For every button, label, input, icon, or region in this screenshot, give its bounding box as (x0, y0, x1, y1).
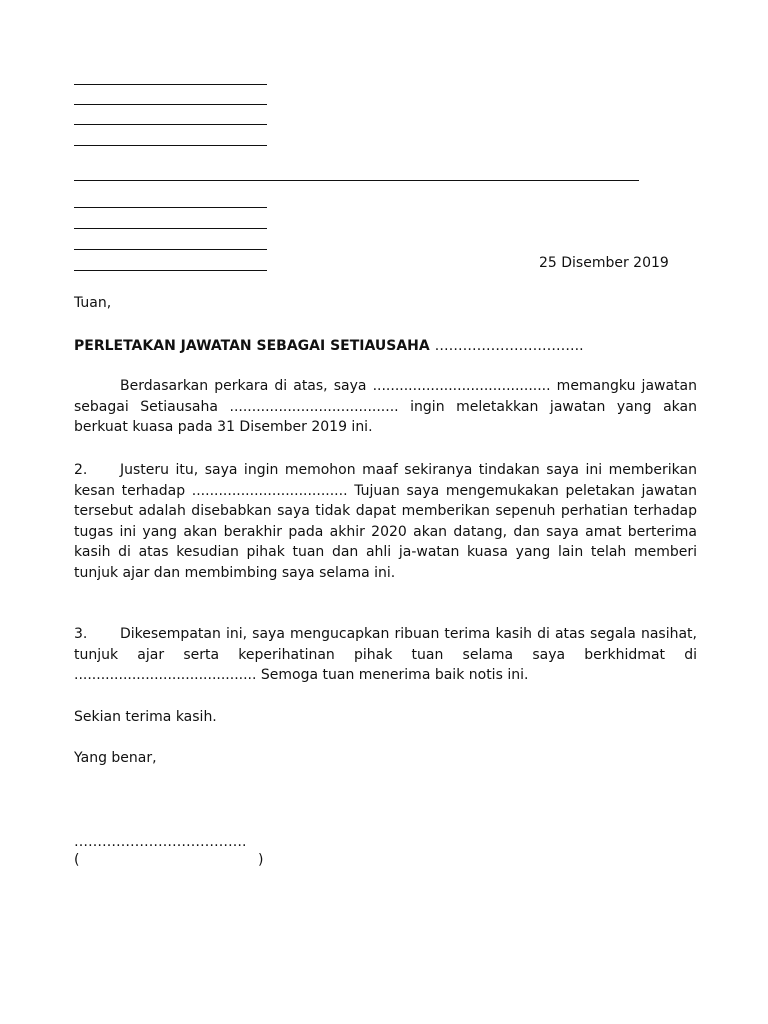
paragraph-2-text: Justeru itu, saya ingin memohon maaf sekiranya tindakan saya ini memberikan kesan terhadap ................................... Tujuan saya mengemukakan peletakan jawatan tersebut adalah disebabkan saya tidak dapat memberikan sepenuh perhatian terhadap tugas ini yang akan berakhir pada akhir 2020 akan datang, dan saya amat berterima kasih di atas kesudian pihak tuan dan ahli ja-watan kuasa yang lain telah memberi tunjuk ajar dan membimbing saya selama ini. (74, 462, 697, 581)
paragraph-1 (74, 376, 697, 438)
signoff-text: Yang benar, (74, 750, 157, 766)
subject-dots: ………………………….. (434, 338, 584, 354)
paragraph-3-number: 3. (74, 626, 88, 642)
recipient-address-line-1 (74, 207, 267, 208)
signature-dots: ………………………………. (74, 834, 247, 850)
salutation: Tuan, (74, 295, 112, 311)
recipient-address-line-2 (74, 228, 267, 229)
letter-date: 25 Disember 2019 (539, 255, 669, 271)
separator-line (74, 180, 639, 181)
paragraph-3 (74, 624, 697, 686)
recipient-address-line-4 (74, 270, 267, 271)
signature-name-close-paren: ) (258, 852, 264, 868)
sender-address-line-3 (74, 124, 267, 125)
subject-text: PERLETAKAN JAWATAN SEBAGAI SETIAUSAHA (74, 338, 430, 354)
paragraph-3-text: Dikesempatan ini, saya mengucapkan ribuan terima kasih di atas segala nasihat, tunjuk ajar serta keperihatinan pihak tuan selama saya berkhidmat di ......................................... Semoga tuan menerima baik notis ini. (74, 626, 697, 683)
sender-address-line-1 (74, 84, 267, 85)
paragraph-2 (74, 460, 697, 583)
recipient-address-line-3 (74, 249, 267, 250)
paragraph-1-text: Berdasarkan perkara di atas, saya ........................................ memangku jawatan sebagai Setiausaha ...................................... ingin meletakkan jawatan yang akan berkuat kuasa pada 31 Disember 2019 ini. (74, 378, 697, 435)
signature-name-open-paren: ( (74, 852, 80, 868)
closing-text: Sekian terima kasih. (74, 709, 217, 725)
paragraph-2-number: 2. (74, 462, 88, 478)
letter-subject (74, 336, 697, 357)
sender-address-line-2 (74, 104, 267, 105)
sender-address-line-4 (74, 145, 267, 146)
